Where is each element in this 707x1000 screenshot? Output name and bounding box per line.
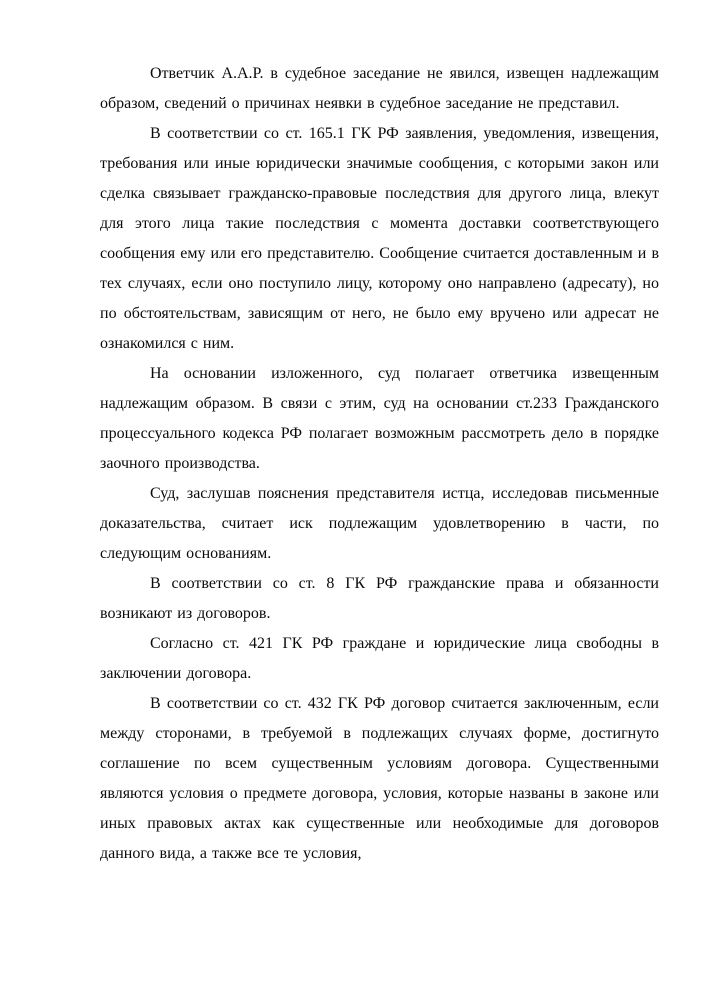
document-text-block	[100, 59, 659, 869]
paragraph-article-8: В соответствии со ст. 8 ГК РФ гражданские права и обязанности возникают из договоров.	[100, 575, 659, 622]
paragraph-article-233-absentia: На основании изложенного, суд полагает ответчика извещенным надлежащим образом. В связи с этим, суд на основании ст.233 Гражданского процессуального кодекса РФ полагает возможным рассмотреть дело в порядке заочного производства.	[100, 365, 659, 472]
paragraph-article-432: В соответствии со ст. 432 ГК РФ договор считается заключенным, если между сторонами, в требуемой в подлежащих случаях форме, достигнуто соглашение по всем существенным условиям договора. Существенными являются условия о предмете договора, условия, которые названы в законе или иных правовых актах как существенные или необходимые для договоров данного вида, а также все те условия,	[100, 695, 659, 862]
paragraph-court-conclusion: Суд, заслушав пояснения представителя истца, исследовав письменные доказательства, считает иск подлежащим удовлетворению в части, по следующим основаниям.	[100, 485, 659, 562]
paragraph-article-421: Согласно ст. 421 ГК РФ граждане и юридические лица свободны в заключении договора.	[100, 635, 659, 682]
paragraph-defendant-absence: Ответчик А.А.Р. в судебное заседание не явился, извещен надлежащим образом, сведений о причинах неявки в судебное заседание не представил.	[100, 65, 659, 112]
paragraph-article-165-1: В соответствии со ст. 165.1 ГК РФ заявления, уведомления, извещения, требования или иные юридически значимые сообщения, с которыми закон или сделка связывает гражданско-правовые последствия для другого лица, влекут для этого лица такие последствия с момента доставки соответствующего сообщения ему или его представителю. Сообщение считается доставленным и в тех случаях, если оно поступило лицу, которому оно направлено (адресату), но по обстоятельствам, зависящим от него, не было ему вручено или адресат не ознакомился с ним.	[100, 125, 659, 352]
